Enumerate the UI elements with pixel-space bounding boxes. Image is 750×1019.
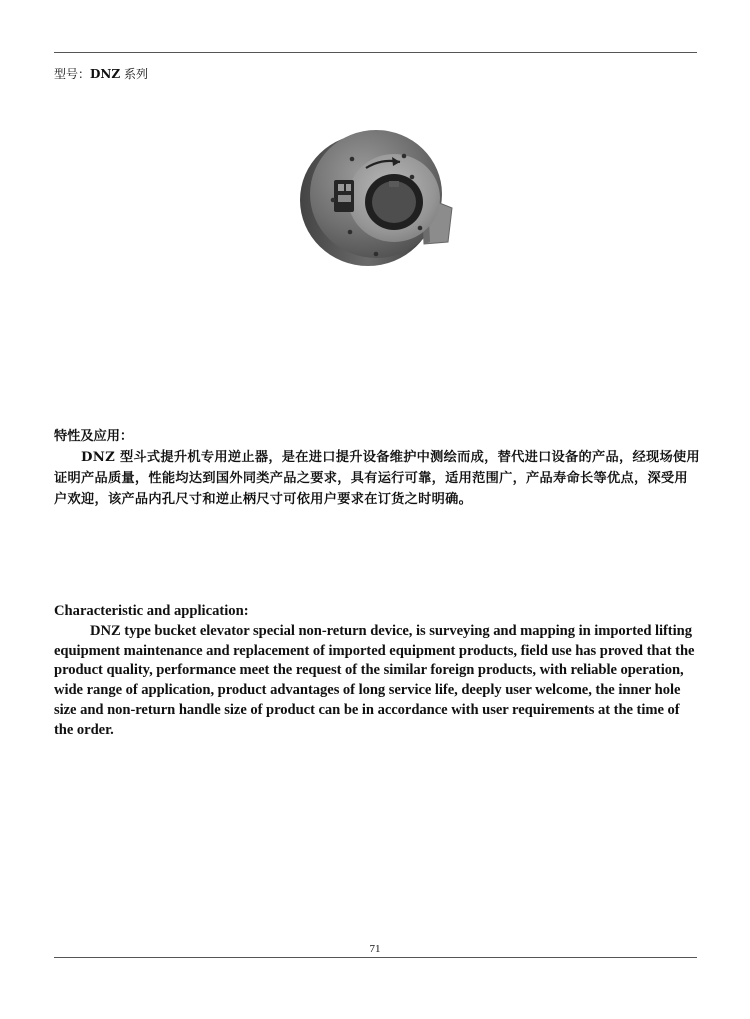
keyway (389, 181, 399, 187)
bolt-hole (418, 226, 423, 231)
nameplate-mark-1 (338, 184, 344, 191)
header-rule (54, 52, 697, 53)
nameplate-mark-2 (346, 184, 351, 191)
bolt-hole (402, 154, 407, 159)
chinese-heading: 特性及应用： (54, 429, 134, 444)
chinese-section (54, 426, 700, 510)
bolt-hole (331, 198, 336, 203)
page-number: 71 (369, 943, 381, 955)
chinese-paragraph: DNZ 型斗式提升机专用逆止器，是在进口提升设备维护中测绘而成，替代进口设备的产品，经现场使用证明产品质量，性能均达到国外同类产品之要求，具有运行可靠，适用范围广，产品寿命长等优点，深受用户欢迎，该产品内孔尺寸和逆止柄尺寸可依用户要求在订货之时明确。 (54, 450, 700, 507)
model-suffix: 系列 (120, 67, 148, 81)
english-section (54, 602, 702, 741)
bolt-hole (350, 157, 355, 162)
bolt-hole (374, 252, 379, 257)
footer-rule (54, 957, 697, 958)
model-line (54, 66, 148, 82)
nameplate-mark-3 (338, 195, 351, 202)
bolt-hole (410, 175, 415, 180)
model-code: DNZ (90, 67, 121, 81)
english-paragraph: DNZ type bucket elevator special non-return device, is surveying and mapping in imported lifting equipment maintenance and replacement of imported equipment products, field use has proved that the product quality, performance meet the request of the similar foreign products, with reliable operation, wide range of application, product advantages of long service life, deeply user welcome, the inner hole size and non-return handle size of product can be in accordance with user requirements at the time of the order. (54, 622, 695, 738)
backstop-device-photo (296, 122, 458, 274)
inner-bore (372, 181, 416, 223)
bolt-hole (348, 230, 353, 235)
model-label: 型号： (54, 67, 91, 81)
english-heading: Characteristic and application: (54, 603, 249, 619)
